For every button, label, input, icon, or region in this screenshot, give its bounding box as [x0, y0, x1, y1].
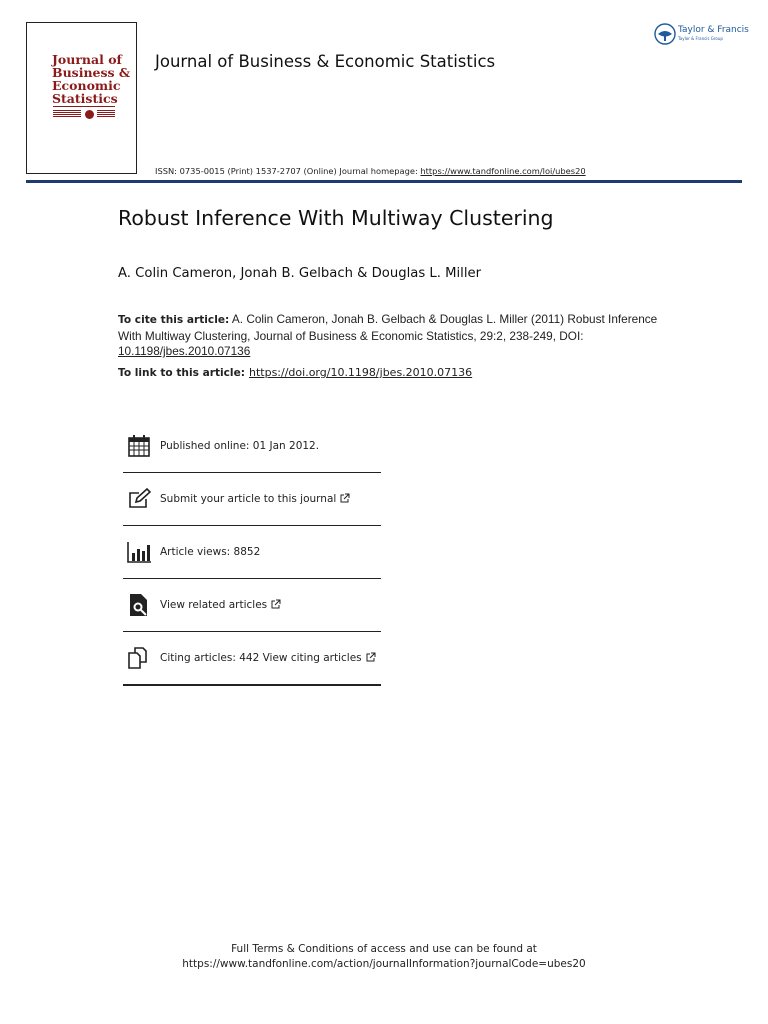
header-divider	[26, 180, 742, 183]
cover-rule	[53, 106, 115, 107]
submit-label: Submit your article to this journal	[160, 493, 337, 505]
citing-label: Citing articles: 442 View citing articles	[160, 652, 362, 664]
journal-homepage-link[interactable]: https://www.tandfonline.com/loi/ubes20	[420, 166, 586, 176]
views-row	[123, 526, 381, 579]
related-articles-link[interactable]	[160, 599, 281, 611]
journal-name: Journal of Business & Economic Statistics	[155, 52, 496, 71]
article-title: Robust Inference With Multiway Clustering	[118, 206, 554, 230]
external-link-icon	[366, 652, 376, 662]
issn-line	[155, 166, 586, 176]
cover-fine-print	[53, 110, 81, 118]
footer-terms-link[interactable]: https://www.tandfonline.com/action/journalInformation?journalCode=ubes20	[182, 958, 586, 970]
submit-row[interactable]	[123, 473, 381, 526]
related-row[interactable]	[123, 579, 381, 632]
article-authors: A. Colin Cameron, Jonah B. Gelbach & Douglas L. Miller	[118, 266, 482, 281]
submit-article-link[interactable]	[160, 493, 350, 505]
external-link-icon	[271, 599, 281, 609]
article-link-line	[118, 366, 472, 379]
citing-row[interactable]	[123, 632, 381, 686]
external-link-icon	[340, 493, 350, 503]
related-label: View related articles	[160, 599, 268, 611]
documents-icon	[127, 646, 151, 670]
cite-label: To cite this article:	[118, 314, 230, 326]
footer-line-1: Full Terms & Conditions of access and use can be found at	[231, 943, 537, 955]
citation-block	[118, 312, 663, 360]
cover-seal-icon	[85, 110, 94, 119]
terms-footer	[0, 942, 768, 972]
article-doi-link[interactable]: https://doi.org/10.1198/jbes.2010.07136	[249, 366, 473, 379]
publisher-brand: Taylor & Francis	[678, 25, 749, 35]
journal-cover	[26, 22, 137, 174]
published-date: Published online: 01 Jan 2012.	[160, 440, 320, 452]
citing-articles-link[interactable]	[160, 652, 376, 664]
article-info-panel	[123, 420, 381, 686]
issn-text: ISSN: 0735-0015 (Print) 1537-2707 (Online) Journal homepage:	[155, 166, 421, 176]
article-views: Article views: 8852	[160, 546, 261, 558]
bar-chart-icon	[127, 540, 151, 564]
published-row	[123, 420, 381, 473]
calendar-icon	[127, 434, 151, 458]
publisher-sub: Taylor & Francis Group	[678, 36, 723, 41]
cover-title: Journal of Business & Economic Statistics	[52, 52, 131, 106]
cover-volume-print	[97, 110, 115, 118]
cite-doi-link[interactable]: 10.1198/jbes.2010.07136	[118, 344, 251, 358]
link-label: To link to this article:	[118, 367, 245, 379]
edit-icon	[127, 487, 151, 511]
search-document-icon	[127, 593, 151, 617]
cite-text: A. Colin Cameron, Jonah B. Gelbach & Douglas L. Miller (2011) Robust Inference With Multiway Clustering, Journal of Business & Economic Statistics, 29:2, 238-249, DOI:	[118, 312, 658, 343]
